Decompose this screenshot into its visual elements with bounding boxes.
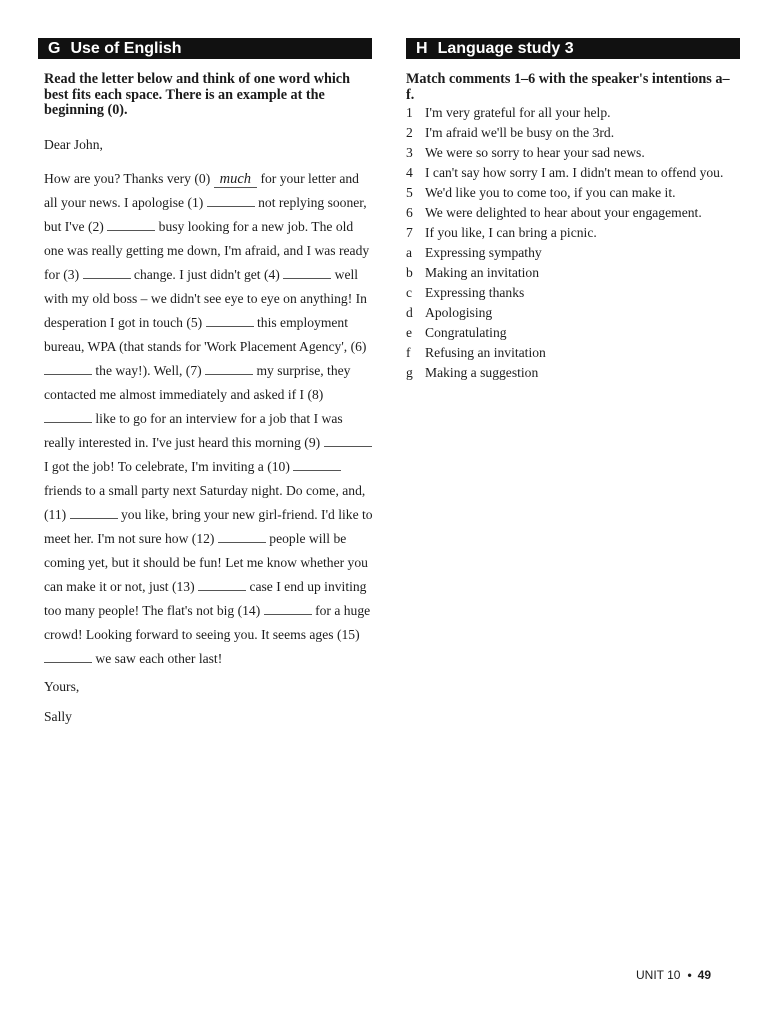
letter-text: for a huge crowd! Looking forward to seeing you. It seems ages (15) [44, 602, 371, 642]
comment-text: We were delighted to hear about your engagement. [425, 205, 702, 220]
blank-10 [293, 458, 341, 471]
intention-text: Expressing thanks [425, 285, 525, 300]
example-answer: much [214, 171, 257, 188]
letter-text: this employment bureau, WPA (that stands for 'Work Placement Agency', (6) [44, 314, 367, 354]
intention-letter: g [406, 365, 413, 380]
intention-text: Apologising [425, 305, 493, 320]
letter-text: friends to a small party next Saturday night. Do come, and, (11) [44, 482, 366, 522]
blank-15 [44, 650, 92, 663]
comment-number: 2 [406, 125, 413, 140]
section-g-title: Use of English [70, 40, 182, 57]
intention-letter: a [406, 245, 413, 260]
intention-letter: c [406, 285, 413, 300]
list-item [406, 363, 740, 383]
list-item [406, 243, 740, 263]
comment-text: If you like, I can bring a picnic. [425, 225, 597, 240]
list-item [406, 263, 740, 283]
blank-14 [264, 602, 312, 615]
letter-signoff: Yours, [44, 678, 80, 694]
blank-3 [83, 266, 131, 279]
letter-text: How are you? Thanks very (0) [44, 170, 211, 186]
page-footer [636, 968, 711, 982]
list-item [406, 163, 740, 183]
list-item [406, 323, 740, 343]
comment-text: I can't say how sorry I am. I didn't mean to offend you. [425, 165, 724, 180]
list-item [406, 343, 740, 363]
comment-number: 6 [406, 205, 413, 220]
section-h-title: Language study 3 [437, 40, 574, 57]
letter-text: like to go for an interview for a job that I was really interested in. I've just heard this morning (9) [44, 410, 343, 450]
comment-text: I'm very grateful for all your help. [425, 105, 611, 120]
section-g-header [38, 38, 372, 59]
intentions-list [406, 243, 740, 383]
letter-signature: Sally [44, 708, 72, 724]
comment-text: We'd like you to come too, if you can make it. [425, 185, 676, 200]
section-g-letter: G [48, 40, 61, 57]
unit-label: UNIT 10 [636, 968, 681, 982]
comment-number: 5 [406, 185, 413, 200]
list-item [406, 203, 740, 223]
letter-salutation: Dear John, [44, 136, 103, 152]
comment-number: 1 [406, 105, 413, 120]
blank-4 [283, 266, 331, 279]
letter-text: busy looking for a new job. The old one was really getting me down, I'm afraid, and I was ready for (3) [44, 218, 370, 282]
list-item [406, 223, 740, 243]
letter-text: well with my old boss – we didn't see eye to eye on anything! In desperation I got in touch (5) [44, 266, 367, 330]
intention-text: Refusing an invitation [425, 345, 546, 360]
blank-12 [218, 530, 266, 543]
list-item [406, 303, 740, 323]
comment-text: We were so sorry to hear your sad news. [425, 145, 645, 160]
intention-text: Making an invitation [425, 265, 540, 280]
section-h-letter: H [416, 40, 428, 57]
blank-2 [107, 218, 155, 231]
intention-text: Expressing sympathy [425, 245, 542, 260]
letter-paragraph [44, 167, 374, 671]
list-item [406, 143, 740, 163]
letter-text: the way!). Well, (7) [95, 362, 202, 378]
section-g-instructions: Read the letter below and think of one word which best fits each space. There is an example at the beginning (0). [44, 71, 350, 118]
letter-text: case I end up inviting too many people! The flat's not big (14) [44, 578, 367, 618]
blank-9 [324, 434, 372, 447]
letter-text: for your letter and all your news. I apologise (1) [44, 170, 359, 210]
list-item [406, 123, 740, 143]
intention-letter: b [406, 265, 413, 280]
comments-list [406, 103, 740, 243]
blank-13 [198, 578, 246, 591]
blank-6 [44, 362, 92, 375]
list-item [406, 283, 740, 303]
blank-7 [205, 362, 253, 375]
intention-letter: e [406, 325, 413, 340]
section-g [38, 38, 372, 725]
page-number: 49 [697, 968, 712, 982]
blank-1 [207, 194, 255, 207]
letter-body [44, 167, 374, 671]
comment-number: 4 [406, 165, 413, 180]
blank-8 [44, 410, 92, 423]
letter-text: not replying sooner, but I've (2) [44, 194, 367, 234]
comment-text: I'm afraid we'll be busy on the 3rd. [425, 125, 615, 140]
letter-text: we saw each other last! [95, 650, 223, 666]
intention-text: Congratulating [425, 325, 507, 340]
letter-text: change. I just didn't get (4) [133, 266, 280, 282]
comment-number: 7 [406, 225, 413, 240]
letter-text: people will be coming yet, but it should be fun! Let me know whether you can make it or not, just (13) [44, 530, 368, 594]
intention-letter: f [406, 345, 411, 360]
list-item [406, 103, 740, 123]
comment-number: 3 [406, 145, 413, 160]
section-h [406, 38, 740, 383]
list-item [406, 183, 740, 203]
section-h-header [406, 38, 740, 59]
blank-11 [70, 506, 118, 519]
section-h-instructions: Match comments 1–6 with the speaker's intentions a–f. [406, 71, 730, 103]
footer-separator: • [687, 968, 692, 982]
letter-text: I got the job! To celebrate, I'm inviting a (10) [44, 458, 290, 474]
intention-text: Making a suggestion [425, 365, 539, 380]
blank-5 [206, 314, 254, 327]
intention-letter: d [406, 305, 413, 320]
letter-text: you like, bring your new girl-friend. I'd like to meet her. I'm not sure how (12) [44, 506, 373, 546]
letter-text: my surprise, they contacted me almost immediately and asked if I (8) [44, 362, 351, 402]
